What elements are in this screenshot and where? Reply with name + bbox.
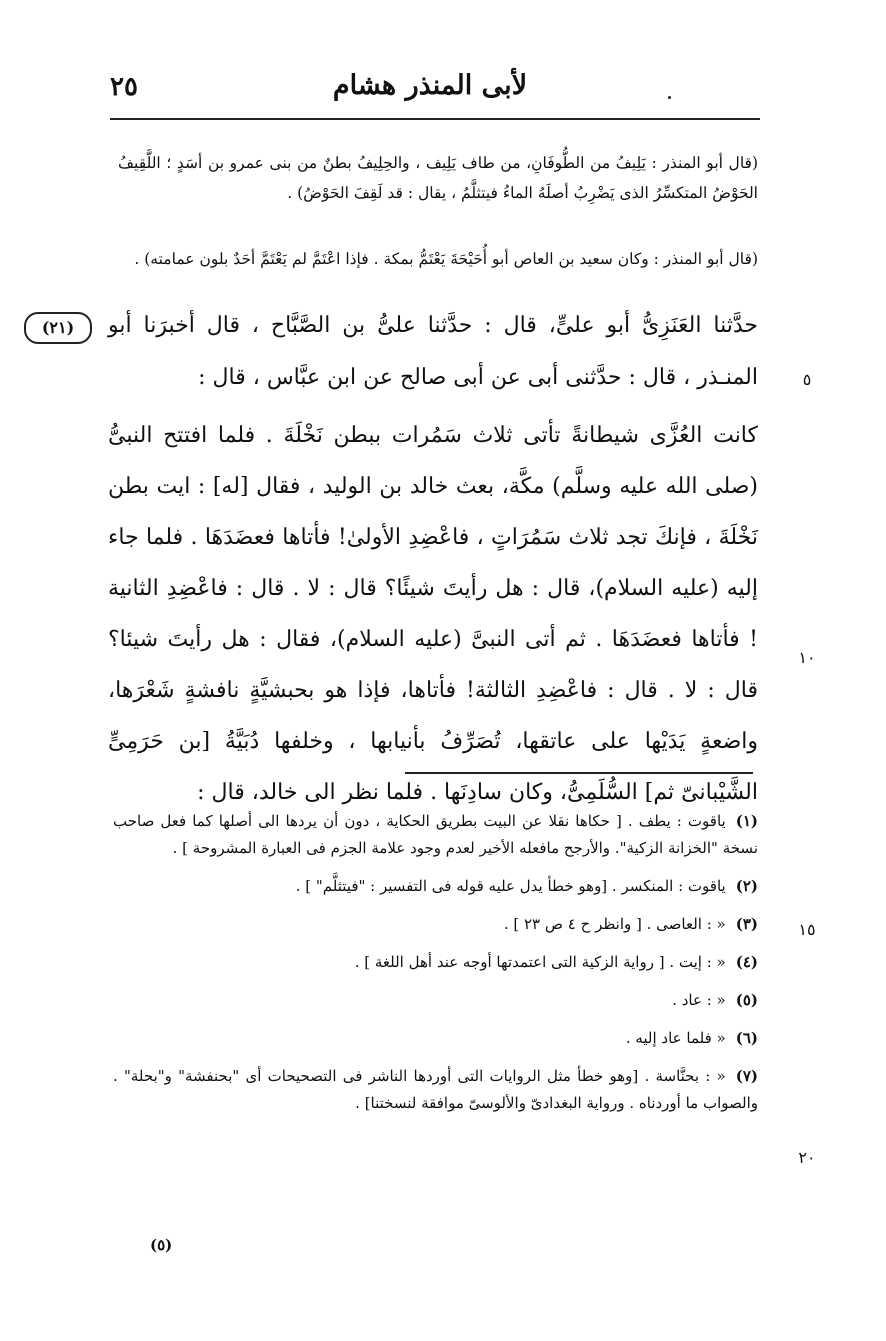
line-number: ٢٠: [798, 1148, 816, 1167]
footnote: [113, 873, 758, 900]
footnote-number: (٦): [735, 1029, 758, 1047]
line-number: ١٥: [798, 920, 816, 939]
top-note: (قال أبو المنذر : وكان سعيد بن العاص أبو أُحَيْحَةَ يَعْتَمُّ بمكة . فإذا اعْتَمَّ لم يَعْتَمَّ أحَدٌ بلون عمامته) .: [134, 250, 758, 268]
footnote-rule: [405, 772, 753, 774]
footnote-text: ياقوت : المنكسر . [وهو خطأ يدل عليه قوله فى التفسير : "فيتثلَّم" ] .: [295, 877, 726, 895]
page-number: ٢٥: [110, 72, 138, 102]
footnote-number: (٤): [735, 953, 758, 971]
footnotes: [113, 808, 758, 1128]
footnote-text: « : بحنَّاسة . [وهو خطأ مثل الروايات التى أوردها الناشر فى التصحيحات أى "بحنفشة" و"بحلة" . والصواب ما أوردناه . ورواية البغدادىّ والألوسىّ موافقة لنسختنا] .: [113, 1067, 758, 1112]
running-title: لأبى المنذر هشام: [332, 70, 528, 101]
footnote-text: ياقوت : يطف . [ حكاها نقلا عن البيت بطريق الحكاية ، دون أن يردها الى أصلها كما فعل صاحب نسخة "الخزانة الزكية". والأرجح مافعله الأخير لعدم وجود علامة الجزم فى العبارة المشروحة ] .: [113, 812, 758, 857]
footnote: [113, 1063, 758, 1117]
section-marker: (٢١): [24, 312, 92, 344]
isnad-paragraph: حدَّثنا العَنَزِىُّ أبو علىٍّ، قال : حدَّثنا علىُّ بن الصَّبَّاح ، قال أخبرَنا أبو المنـذر ، قال : حدَّثنى أبى عن أبى صالح عن ابن عبَّاس ، قال :: [108, 313, 758, 390]
footnote: [113, 949, 758, 976]
footnote: [113, 808, 758, 862]
footnote-number: (١): [735, 812, 758, 830]
footnote: [113, 911, 758, 938]
header-rule: [110, 118, 760, 120]
footnote-text: « : العاصى . [ وانظر ح ٤ ص ٢٣ ] .: [503, 915, 726, 933]
line-number: ٥: [802, 370, 812, 389]
header-dot: [668, 96, 671, 99]
footnote: [113, 1025, 758, 1052]
footnote-text: « : إيت . [ رواية الزكية التى اعتمدتها أوجه عند أهل اللغة ] .: [354, 953, 726, 971]
signature-mark: (٥): [150, 1236, 173, 1254]
main-paragraph: كانت العُزَّى شيطانةً تأتى ثلاث سَمُرات ببطن نَخْلَةَ . فلما افتتح النبىُّ (صلى الله عليه وسلَّم) مكَّة، بعث خالد بن الوليد ، فقال [له] : ايت بطن نَخْلَةَ ، فإنكَ تجد ثلاث سَمُرَاتٍ ، فاعْضِدِ الأولىٰ! فأتاها فعضَدَهَا . فلما جاء إليه (عليه السلام)، قال : هل رأيتَ شيئًا؟ قال : لا . قال : فاعْضِدِ الثانية ! فأتاها فعضَدَهَا . ثم أتى النبىَّ (عليه السلام)، فقال : هل رأيتَ شيئا؟ قال : لا . قال : فاعْضِدِ الثالثة! فأتاها، فإذا هو بحبشيَّةٍ نافشةٍ شَعْرَها، واضعةٍ يَدَيْها على عاتقها، تُصَرِّفُ بأنيابها ، وخلفها دُبَيَّةُ [بن حَرَمِىٍّ الشَّيْبانىّ ثم] السُّلَمِىُّ، وكان سادِنَها . فلما نظر الى خالد، قال :: [108, 423, 758, 805]
footnote-number: (٢): [735, 877, 758, 895]
footnote-number: (٣): [735, 915, 758, 933]
footnote-text: « فلما عاد إليه .: [625, 1029, 726, 1047]
footnote-number: (٥): [735, 991, 758, 1009]
line-number: ١٠: [798, 648, 816, 667]
footnote-text: « : عاد .: [672, 991, 726, 1009]
footnote: [113, 987, 758, 1014]
footnote-number: (٧): [735, 1067, 758, 1085]
top-note: (قال أبو المنذر : يَلِيفُ من الطُّوفَانِ، من طاف يَلِيف ، والحِلِيفُ بطنٌ من بنى عمرو بن أسَدٍ ؛ اللَّقِيفُ الحَوْضُ المتكسِّرُ الذى يَضْرِبُ أصلَهُ الماءُ فيتثلَّمُ ، يقال : قد لَقِفَ الحَوْضُ) .: [118, 154, 759, 202]
